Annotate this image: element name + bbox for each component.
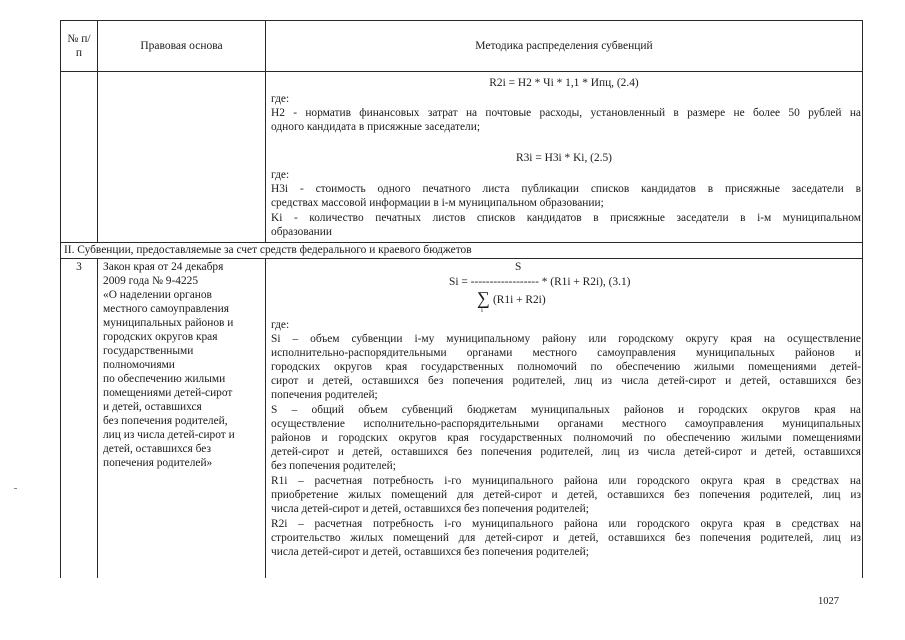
legal-basis-line: «О наделении органов: [103, 289, 212, 301]
definition-line: без попечения родителей;: [271, 460, 396, 472]
header-method: Методика распределения субвенций: [475, 40, 653, 52]
definition-line: числа детей-сирот и детей, оставшихся без попечения родителей;: [271, 546, 589, 558]
section-heading-row: [61, 243, 862, 259]
distribution-table: [60, 20, 863, 578]
legal-basis-line: детей, оставшихся без: [103, 443, 211, 455]
table-row: [61, 72, 862, 243]
legal-basis-line: государственными: [103, 345, 194, 357]
definition-line: районов и городских округов края государственных полномочий по обеспечению жилыми помещениями: [271, 432, 861, 444]
section-title: II. Субвенции, предоставляемые за счет средств федерального и краевого бюджетов: [64, 244, 472, 256]
definition-line: R2i – расчетная потребность i-го муниципального района или городского округа края в средствах на: [271, 518, 861, 530]
legal-basis-line: 2009 года № 9-4225: [103, 275, 199, 287]
formula-denominator: (R1i + R2i): [493, 294, 546, 306]
formula-r2: R2i = Н2 * Чi * 1,1 * Ипц, (2.4): [489, 77, 639, 89]
definition-line: детей-сирот и детей, оставшихся без попечения родителей, лиц из числа детей-сирот и детей, оставшихся: [271, 446, 861, 458]
legal-basis-cell: [98, 259, 266, 578]
definition-line: S – общий объем субвенций бюджетам муниципальных районов и городских округов края на: [271, 404, 861, 416]
definition-line: городских округов края государственных полномочий по обеспечению жилыми помещениями детей-: [271, 361, 861, 373]
definition-line: Si – объем субвенции i-му муниципальному району или городскому округу края на осуществление: [271, 333, 861, 345]
legal-basis-line: городских округов края: [103, 331, 218, 343]
formula-r3: R3i = Н3i * Ki, (2.5): [516, 152, 612, 164]
legal-basis-line: лиц из числа детей-сирот и: [103, 429, 235, 441]
legal-basis-line: полномочиями: [103, 359, 175, 371]
legal-basis-line: муниципальных районов и: [103, 317, 234, 329]
formula-lhs: Si = ------------------ * (R1i + R2i), (3.1): [449, 276, 631, 288]
row-number: 3: [76, 261, 82, 273]
ki-definition-line: Ki - количество печатных листов списков кандидатов в присяжные заседатели в i-м муниципальном: [271, 212, 861, 224]
legal-basis-line: и детей, оставшихся: [103, 401, 202, 413]
margin-mark: [14, 488, 17, 489]
table-row: [61, 259, 862, 578]
definition-line: строительство жилых помещений для детей-сирот и детей, оставшихся без попечения родителей, лиц из: [271, 532, 861, 544]
definition-line: сирот и детей, оставшихся без попечения родителей, лиц из числа детей-сирот и детей, оставшихся без: [271, 375, 861, 387]
legal-basis-line: без попечения родителей,: [103, 415, 228, 427]
legal-basis-line: по обеспечению жилыми: [103, 373, 226, 385]
h3-definition-line: средствах массовой информации в i-м муниципальном образовании;: [271, 197, 604, 209]
h3-definition-line: Н3i - стоимость одного печатного листа публикации списков кандидатов в присяжные заседатели в: [271, 183, 861, 195]
where-label: где:: [271, 319, 290, 331]
h2-definition-line: одного кандидата в присяжные заседатели;: [271, 121, 480, 133]
where-label: где:: [271, 169, 290, 181]
formula-numerator: S: [515, 261, 522, 273]
sigma-subscript: i: [481, 306, 483, 314]
definition-line: осуществление исполнительно-распорядительными органами местного самоуправления муниципальных: [271, 418, 861, 430]
definition-line: исполнительно-распорядительными органами местного самоуправления муниципальных районов и: [271, 347, 861, 359]
table-header-row: [61, 21, 862, 72]
h2-definition-line: Н2 - норматив финансовых затрат на почтовые расходы, установленный в размере не более 50 рублей на: [271, 107, 861, 119]
definition-line: попечения родителей;: [271, 389, 378, 401]
legal-basis-line: Закон края от 24 декабря: [103, 261, 224, 273]
where-label: где:: [271, 93, 290, 105]
header-number: № п/п: [67, 33, 91, 59]
definition-line: R1i – расчетная потребность i-го муниципального района или городского округа края в средствах на: [271, 475, 861, 487]
legal-basis-line: попечения родителей»: [103, 457, 213, 469]
sigma-symbol: ∑: [477, 288, 490, 308]
legal-basis-line: помещениями детей-сирот: [103, 387, 233, 399]
ki-definition-line: образовании: [271, 226, 332, 238]
page-number: 1027: [818, 596, 839, 607]
definition-line: приобретение жилых помещений для детей-сирот и детей, оставшихся без попечения родителей, лиц из: [271, 489, 861, 501]
method-cell: [266, 259, 862, 578]
header-legal-basis: Правовая основа: [140, 40, 223, 52]
definition-line: числа детей-сирот и детей, оставшихся без попечения родителей;: [271, 503, 589, 515]
legal-basis-line: местного самоуправления: [103, 303, 229, 315]
